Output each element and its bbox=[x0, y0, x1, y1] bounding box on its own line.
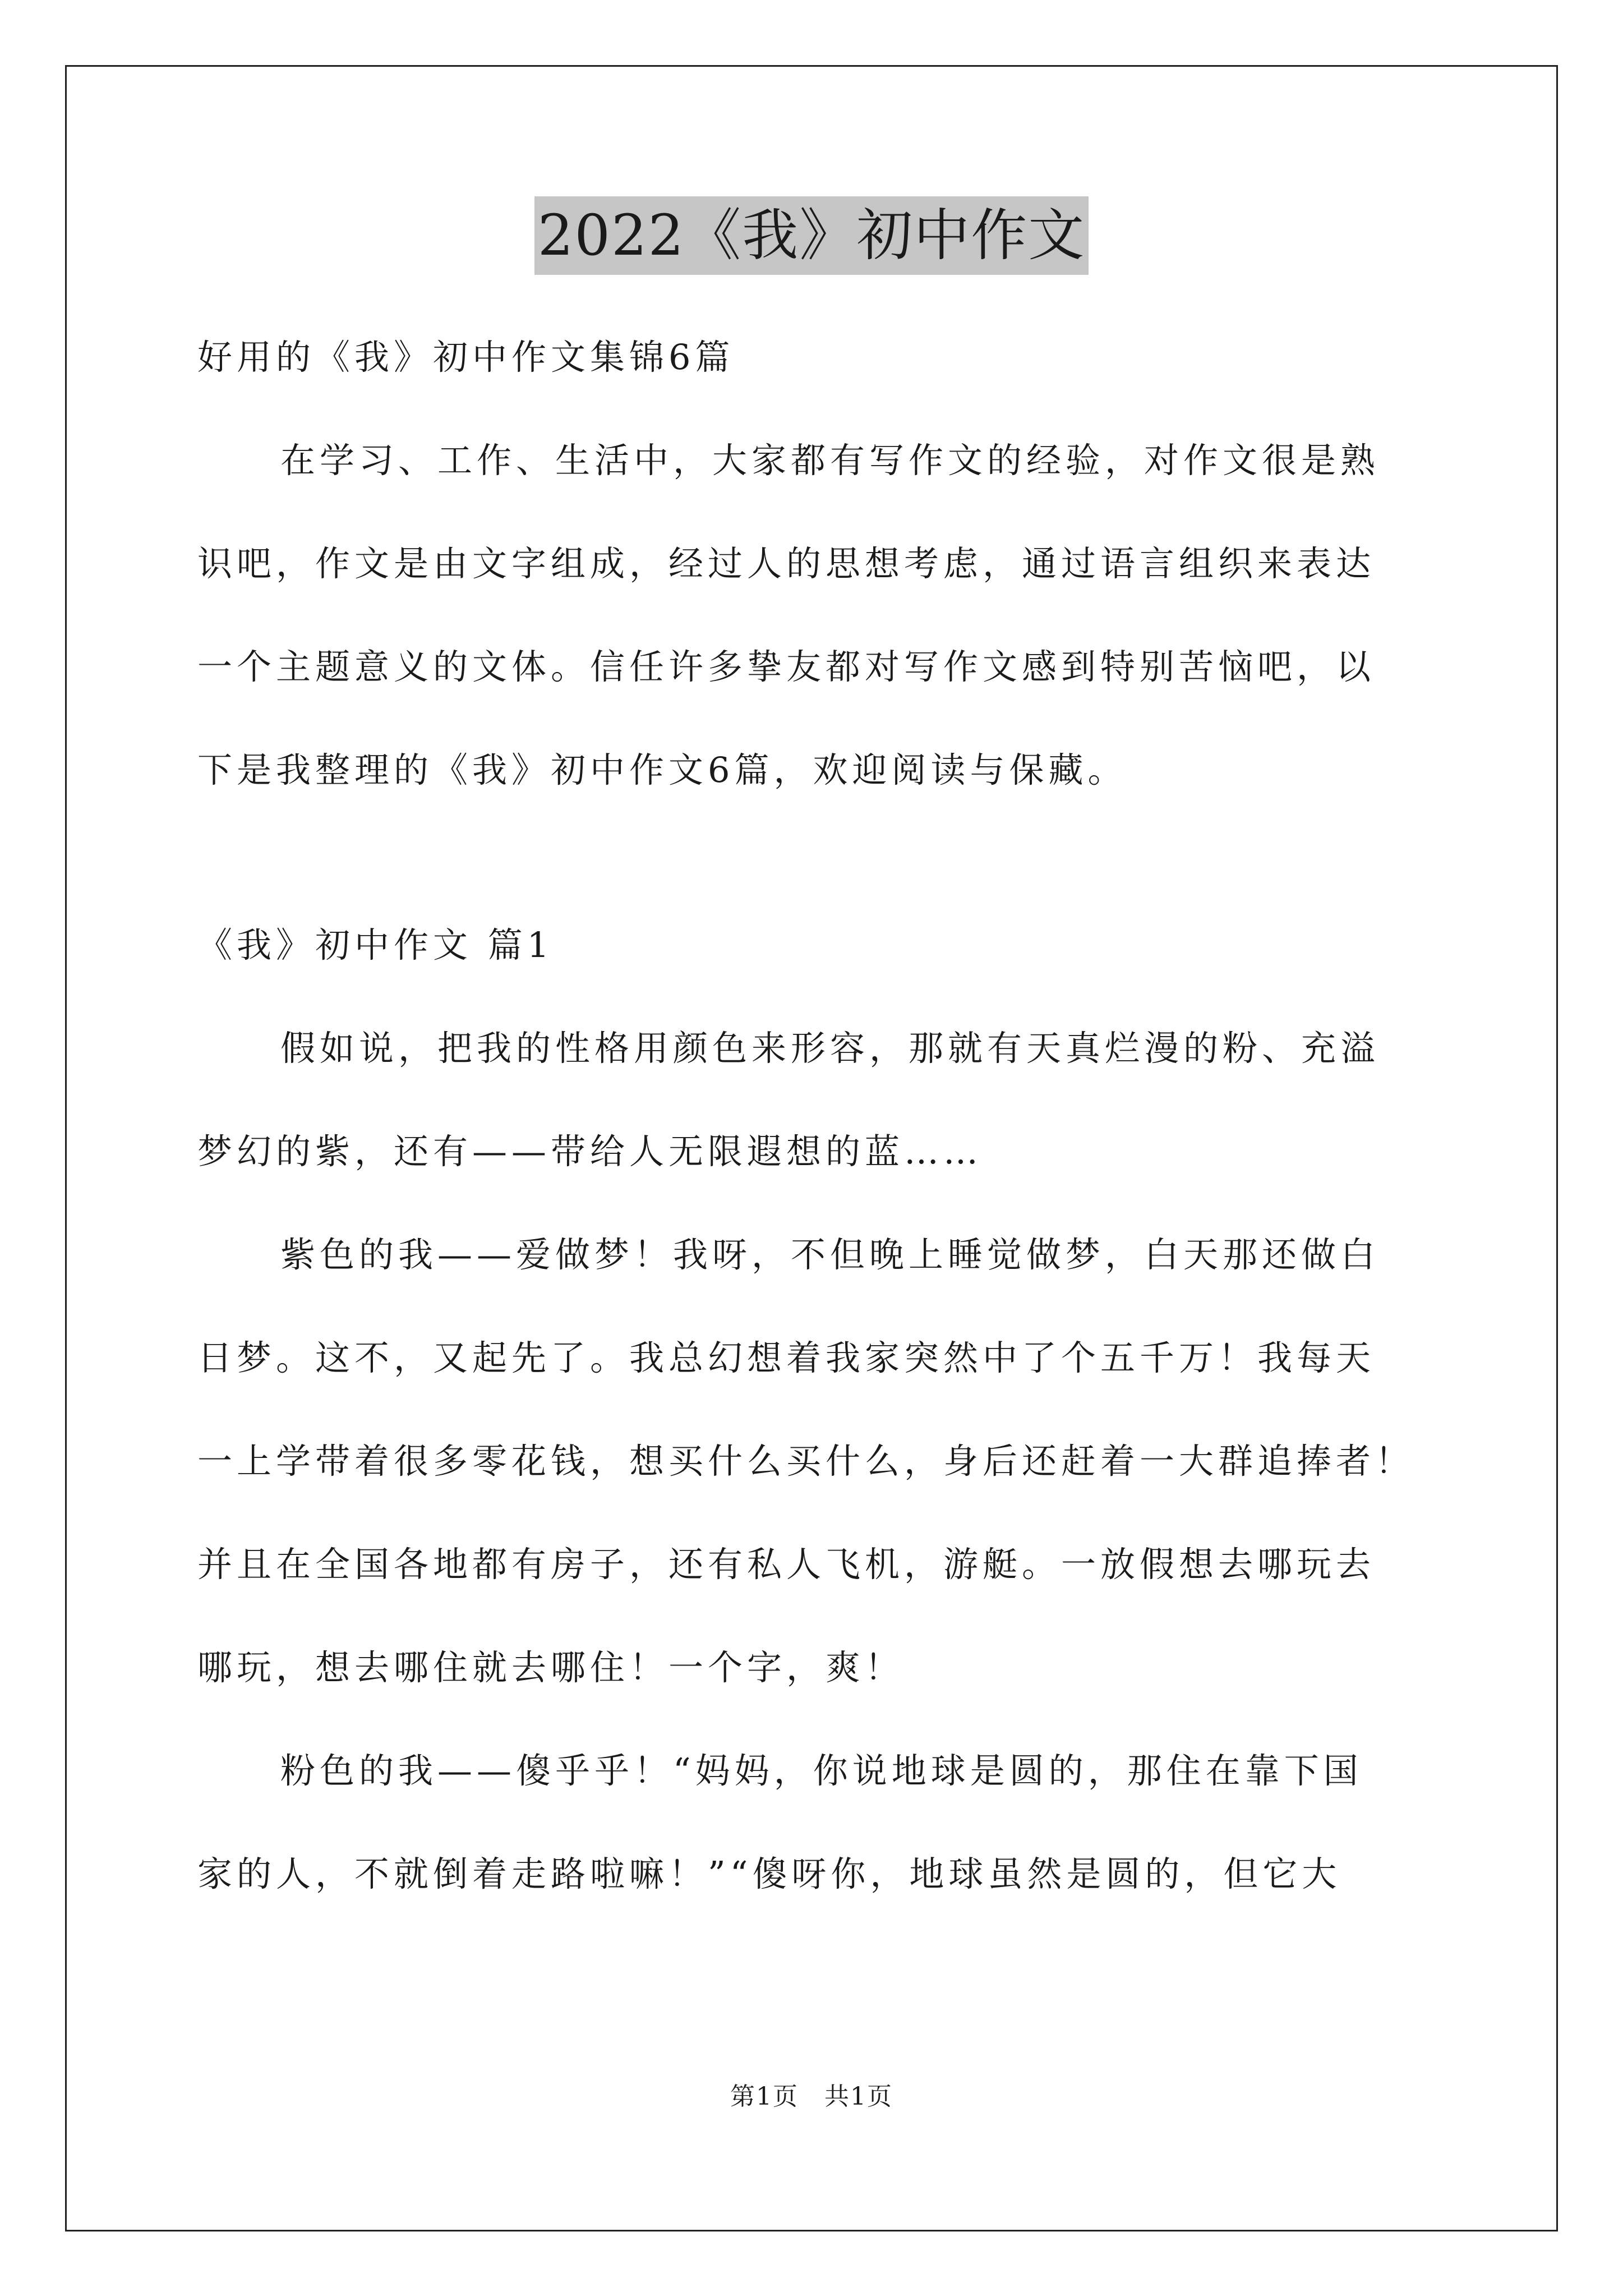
page-total: 共1页 bbox=[824, 2082, 893, 2111]
intro-line: 识吧，作文是由文字组成，经过人的思想考虑，通过语言组织来表达 bbox=[197, 543, 1376, 584]
paragraph-line: 梦幻的紫，还有——带给人无限遐想的蓝…… bbox=[197, 1131, 983, 1172]
page-number: 第1页 bbox=[730, 2082, 799, 2111]
document-title: 2022《我》初中作文 bbox=[534, 196, 1089, 275]
paragraph-line: 紫色的我——爱做梦！我呀，不但晚上睡觉做梦，白天那还做白 bbox=[280, 1234, 1380, 1275]
title-wrap bbox=[0, 196, 1623, 275]
intro-line: 下是我整理的《我》初中作文6篇，欢迎阅读与保藏。 bbox=[197, 749, 1127, 790]
intro-line: 在学习、工作、生活中，大家都有写作文的经验，对作文很是熟 bbox=[280, 440, 1380, 481]
paragraph-line: 并且在全国各地都有房子，还有私人飞机，游艇。一放假想去哪玩去 bbox=[197, 1544, 1376, 1585]
intro-line: 一个主题意义的文体。信任许多挚友都对写作文感到特别苦恼吧，以 bbox=[197, 646, 1376, 687]
paragraph-line: 日梦。这不，又起先了。我总幻想着我家突然中了个五千万！我每天 bbox=[197, 1337, 1376, 1378]
paragraph-line: 粉色的我——傻乎乎！“妈妈，你说地球是圆的，那住在靠下国 bbox=[280, 1750, 1363, 1791]
paragraph-line: 一上学带着很多零花钱，想买什么买什么，身后还赶着一大群追捧者！ bbox=[197, 1441, 1415, 1481]
document-body bbox=[197, 306, 1438, 1926]
section-heading: 《我》初中作文 篇1 bbox=[197, 924, 554, 965]
paragraph-line: 假如说，把我的性格用颜色来形容，那就有天真烂漫的粉、充溢 bbox=[280, 1028, 1380, 1069]
section-gap bbox=[197, 822, 1438, 894]
paragraph-line: 哪玩，想去哪住就去哪住！一个字，爽！ bbox=[197, 1647, 905, 1688]
subtitle: 好用的《我》初中作文集锦6篇 bbox=[197, 337, 735, 378]
page-footer bbox=[0, 2080, 1623, 2114]
paragraph-line: 家的人，不就倒着走路啦嘛！”“傻呀你，地球虽然是圆的，但它大 bbox=[197, 1853, 1341, 1894]
